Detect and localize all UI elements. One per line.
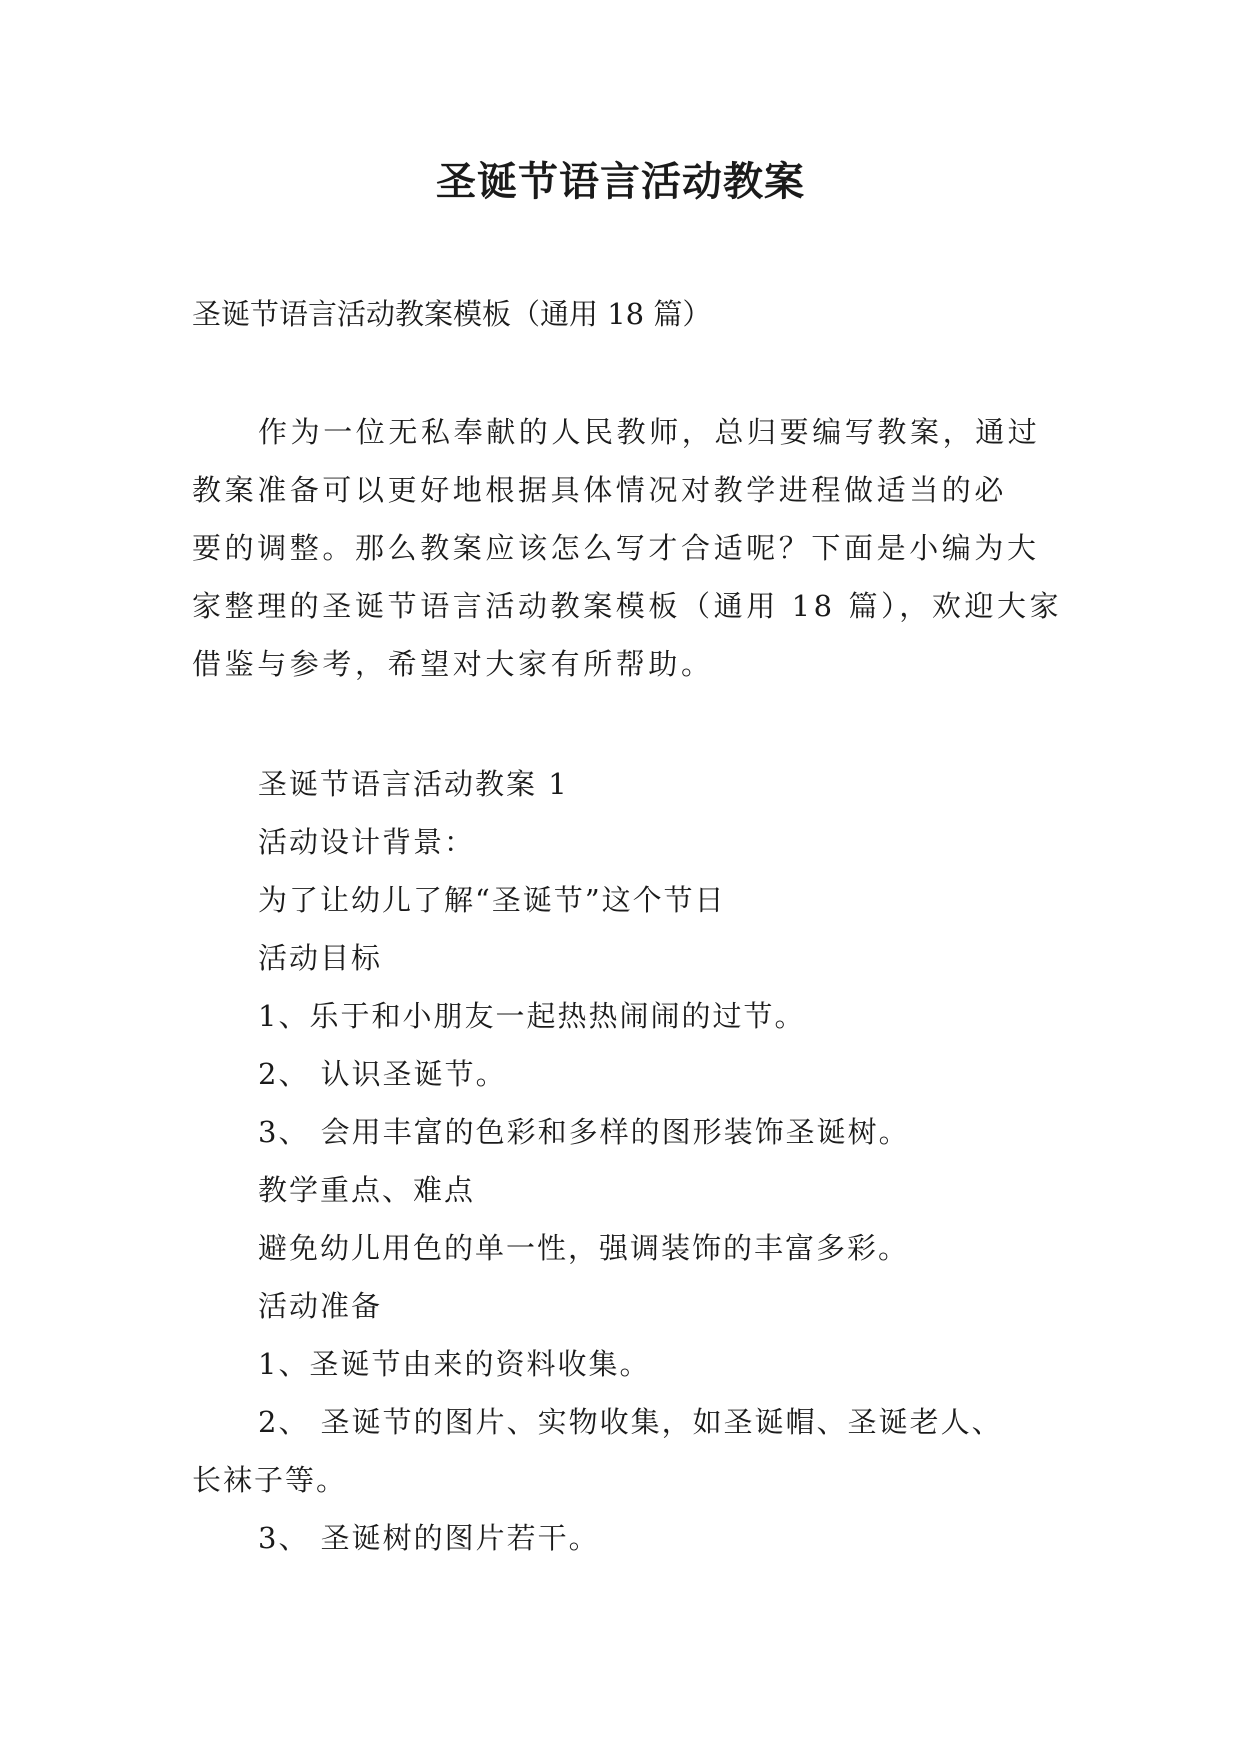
intro-line: 借鉴与参考，希望对大家有所帮助。: [192, 647, 714, 681]
lesson-plan-body: [192, 755, 1072, 1567]
intro-line: 家整理的圣诞节语言活动教案模板（通用 18 篇），欢迎大家: [192, 589, 1063, 623]
body-line: 3、 圣诞树的图片若干。: [258, 1521, 600, 1555]
body-line: 2、 圣诞节的图片、实物收集，如圣诞帽、圣诞老人、: [258, 1405, 1003, 1439]
body-line: 避免幼儿用色的单一性，强调装饰的丰富多彩。: [258, 1231, 910, 1265]
body-line: 活动准备: [258, 1289, 383, 1323]
intro-paragraph: [192, 403, 1063, 693]
intro-line: 作为一位无私奉献的人民教师，总归要编写教案，通过: [258, 415, 1041, 449]
intro-line: 要的调整。那么教案应该怎么写才合适呢？下面是小编为大: [192, 531, 1040, 565]
body-line: 2、 认识圣诞节。: [258, 1057, 507, 1091]
body-line: 活动目标: [258, 941, 383, 975]
body-line: 1、圣诞节由来的资料收集。: [258, 1347, 651, 1381]
body-line: 活动设计背景：: [258, 825, 476, 859]
document-subtitle: 圣诞节语言活动教案模板（通用 18 篇）: [192, 297, 712, 331]
body-line: 为了让幼儿了解“圣诞节”这个节日: [258, 883, 726, 917]
section-heading: 圣诞节语言活动教案 1: [258, 767, 569, 801]
body-line: 1、乐于和小朋友一起热热闹闹的过节。: [258, 999, 806, 1033]
body-line: 3、 会用丰富的色彩和多样的图形装饰圣诞树。: [258, 1115, 910, 1149]
body-line: 长袜子等。: [192, 1463, 348, 1497]
document-title: 圣诞节语言活动教案: [436, 158, 805, 205]
intro-line: 教案准备可以更好地根据具体情况对教学进程做适当的必: [192, 473, 1008, 507]
body-line: 教学重点、难点: [258, 1173, 476, 1207]
